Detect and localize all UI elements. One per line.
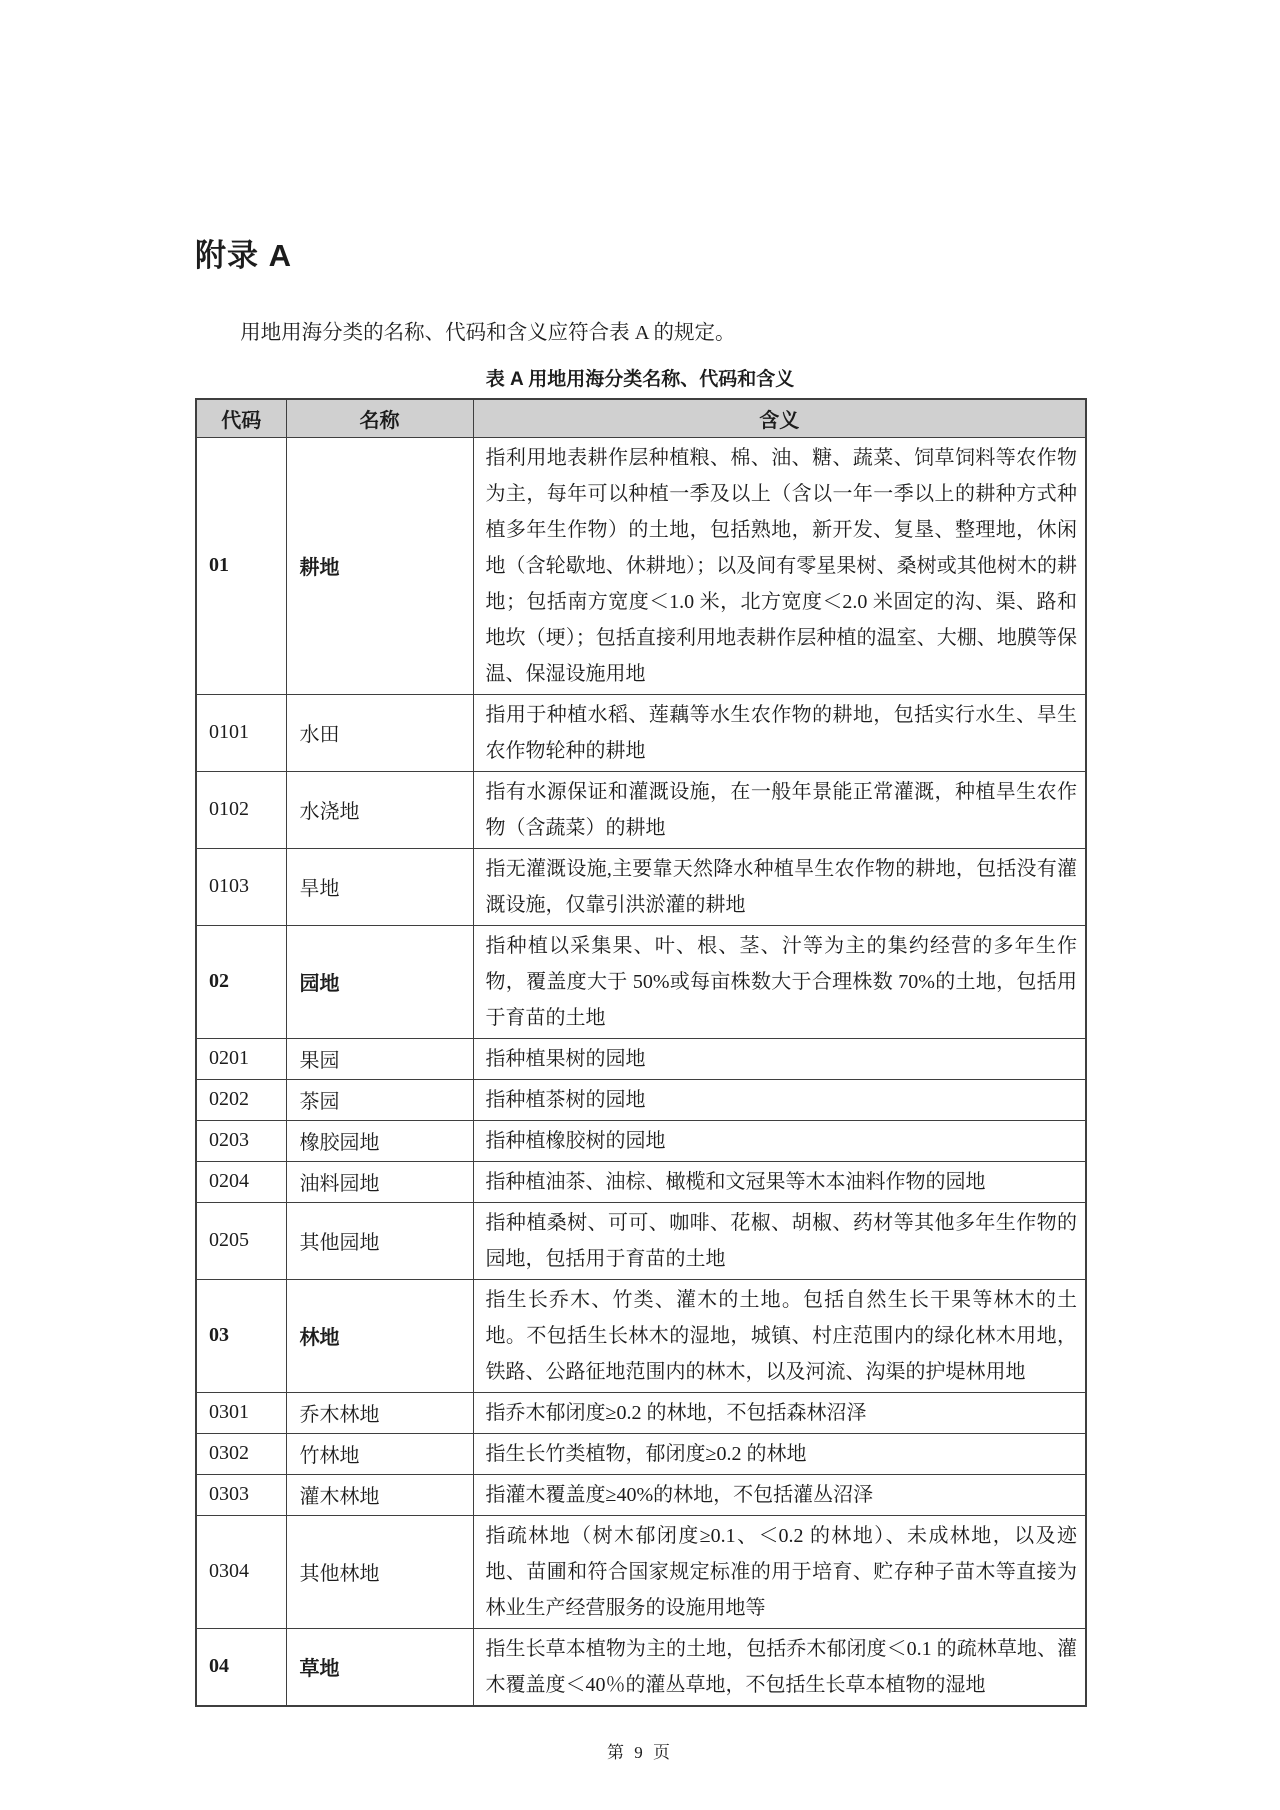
table-row <box>196 1433 1086 1474</box>
meaning-cell: 指生长草本植物为主的土地，包括乔木郁闭度＜0.1 的疏林草地、灌木覆盖度＜40％的灌丛草地，不包括生长草本植物的湿地 <box>473 1628 1086 1706</box>
name-cell: 林地 <box>286 1279 473 1392</box>
table-row <box>196 1079 1086 1120</box>
table-header <box>196 399 1086 438</box>
header-cell-name: 名称 <box>286 399 473 438</box>
name-cell: 园地 <box>286 925 473 1038</box>
meaning-cell: 指有水源保证和灌溉设施，在一般年景能正常灌溉，种植旱生农作物（含蔬菜）的耕地 <box>473 771 1086 848</box>
table-row <box>196 1474 1086 1515</box>
meaning-cell: 指种植橡胶树的园地 <box>473 1120 1086 1161</box>
meaning-cell: 指无灌溉设施,主要靠天然降水种植旱生农作物的耕地，包括没有灌溉设施，仅靠引洪淤灌的耕地 <box>473 848 1086 925</box>
table-row <box>196 1515 1086 1628</box>
code-cell: 0203 <box>196 1120 286 1161</box>
name-cell: 水田 <box>286 694 473 771</box>
meaning-cell: 指用于种植水稻、莲藕等水生农作物的耕地，包括实行水生、旱生农作物轮种的耕地 <box>473 694 1086 771</box>
code-cell: 0301 <box>196 1392 286 1433</box>
name-cell: 旱地 <box>286 848 473 925</box>
code-cell: 0302 <box>196 1433 286 1474</box>
page-number-footer: 第 9 页 <box>607 1743 673 1762</box>
table-row <box>196 1392 1086 1433</box>
meaning-cell: 指乔木郁闭度≥0.2 的林地，不包括森林沼泽 <box>473 1392 1086 1433</box>
name-cell: 灌木林地 <box>286 1474 473 1515</box>
page-content <box>195 0 1085 1707</box>
table-row <box>196 1120 1086 1161</box>
meaning-cell: 指种植油茶、油棕、橄榄和文冠果等木本油料作物的园地 <box>473 1161 1086 1202</box>
meaning-cell: 指种植茶树的园地 <box>473 1079 1086 1120</box>
name-cell: 草地 <box>286 1628 473 1706</box>
name-cell: 其他林地 <box>286 1515 473 1628</box>
code-cell: 0103 <box>196 848 286 925</box>
table-row <box>196 771 1086 848</box>
appendix-heading: 附录 A <box>195 238 292 273</box>
code-cell: 0204 <box>196 1161 286 1202</box>
code-cell: 0304 <box>196 1515 286 1628</box>
code-cell: 02 <box>196 925 286 1038</box>
header-cell-meaning: 含义 <box>473 399 1086 438</box>
header-row <box>196 399 1086 438</box>
table-row <box>196 1161 1086 1202</box>
code-cell: 04 <box>196 1628 286 1706</box>
code-cell: 0201 <box>196 1038 286 1079</box>
table-caption: 表 A 用地用海分类名称、代码和含义 <box>485 368 795 390</box>
name-cell: 其他园地 <box>286 1202 473 1279</box>
table-row <box>196 1202 1086 1279</box>
meaning-cell: 指种植桑树、可可、咖啡、花椒、胡椒、药材等其他多年生作物的园地，包括用于育苗的土地 <box>473 1202 1086 1279</box>
meaning-cell: 指灌木覆盖度≥40%的林地，不包括灌丛沼泽 <box>473 1474 1086 1515</box>
code-cell: 0102 <box>196 771 286 848</box>
table-row <box>196 848 1086 925</box>
table-row <box>196 437 1086 694</box>
name-cell: 油料园地 <box>286 1161 473 1202</box>
table-row <box>196 925 1086 1038</box>
intro-paragraph: 用地用海分类的名称、代码和含义应符合表 A 的规定。 <box>240 322 736 344</box>
table-body <box>196 437 1086 1706</box>
name-cell: 茶园 <box>286 1079 473 1120</box>
name-cell: 竹林地 <box>286 1433 473 1474</box>
classification-table <box>195 398 1087 1707</box>
table-row <box>196 1279 1086 1392</box>
meaning-cell: 指种植果树的园地 <box>473 1038 1086 1079</box>
header-cell-code: 代码 <box>196 399 286 438</box>
name-cell: 水浇地 <box>286 771 473 848</box>
code-cell: 01 <box>196 437 286 694</box>
table-row <box>196 1628 1086 1706</box>
meaning-cell: 指生长竹类植物，郁闭度≥0.2 的林地 <box>473 1433 1086 1474</box>
table-row <box>196 694 1086 771</box>
meaning-cell: 指生长乔木、竹类、灌木的土地。包括自然生长干果等林木的土地。不包括生长林木的湿地，城镇、村庄范围内的绿化林木用地，铁路、公路征地范围内的林木，以及河流、沟渠的护堤林用地 <box>473 1279 1086 1392</box>
code-cell: 0101 <box>196 694 286 771</box>
name-cell: 乔木林地 <box>286 1392 473 1433</box>
name-cell: 橡胶园地 <box>286 1120 473 1161</box>
code-cell: 0202 <box>196 1079 286 1120</box>
code-cell: 0303 <box>196 1474 286 1515</box>
code-cell: 03 <box>196 1279 286 1392</box>
name-cell: 果园 <box>286 1038 473 1079</box>
table-row <box>196 1038 1086 1079</box>
meaning-cell: 指利用地表耕作层种植粮、棉、油、糖、蔬菜、饲草饲料等农作物为主，每年可以种植一季及以上（含以一年一季以上的耕种方式种植多年生作物）的土地，包括熟地，新开发、复垦、整理地，休闲地（含轮歇地、休耕地）；以及间有零星果树、桑树或其他树木的耕地；包括南方宽度＜1.0 米，北方宽度＜2.0 米固定的沟、渠、路和地坎（埂）；包括直接利用地表耕作层种植的温室、大棚、地膜等保温、保湿设施用地 <box>473 437 1086 694</box>
name-cell: 耕地 <box>286 437 473 694</box>
meaning-cell: 指种植以采集果、叶、根、茎、汁等为主的集约经营的多年生作物，覆盖度大于 50%或每亩株数大于合理株数 70%的土地，包括用于育苗的土地 <box>473 925 1086 1038</box>
code-cell: 0205 <box>196 1202 286 1279</box>
meaning-cell: 指疏林地（树木郁闭度≥0.1、＜0.2 的林地）、未成林地，以及迹地、苗圃和符合国家规定标准的用于培育、贮存种子苗木等直接为林业生产经营服务的设施用地等 <box>473 1515 1086 1628</box>
